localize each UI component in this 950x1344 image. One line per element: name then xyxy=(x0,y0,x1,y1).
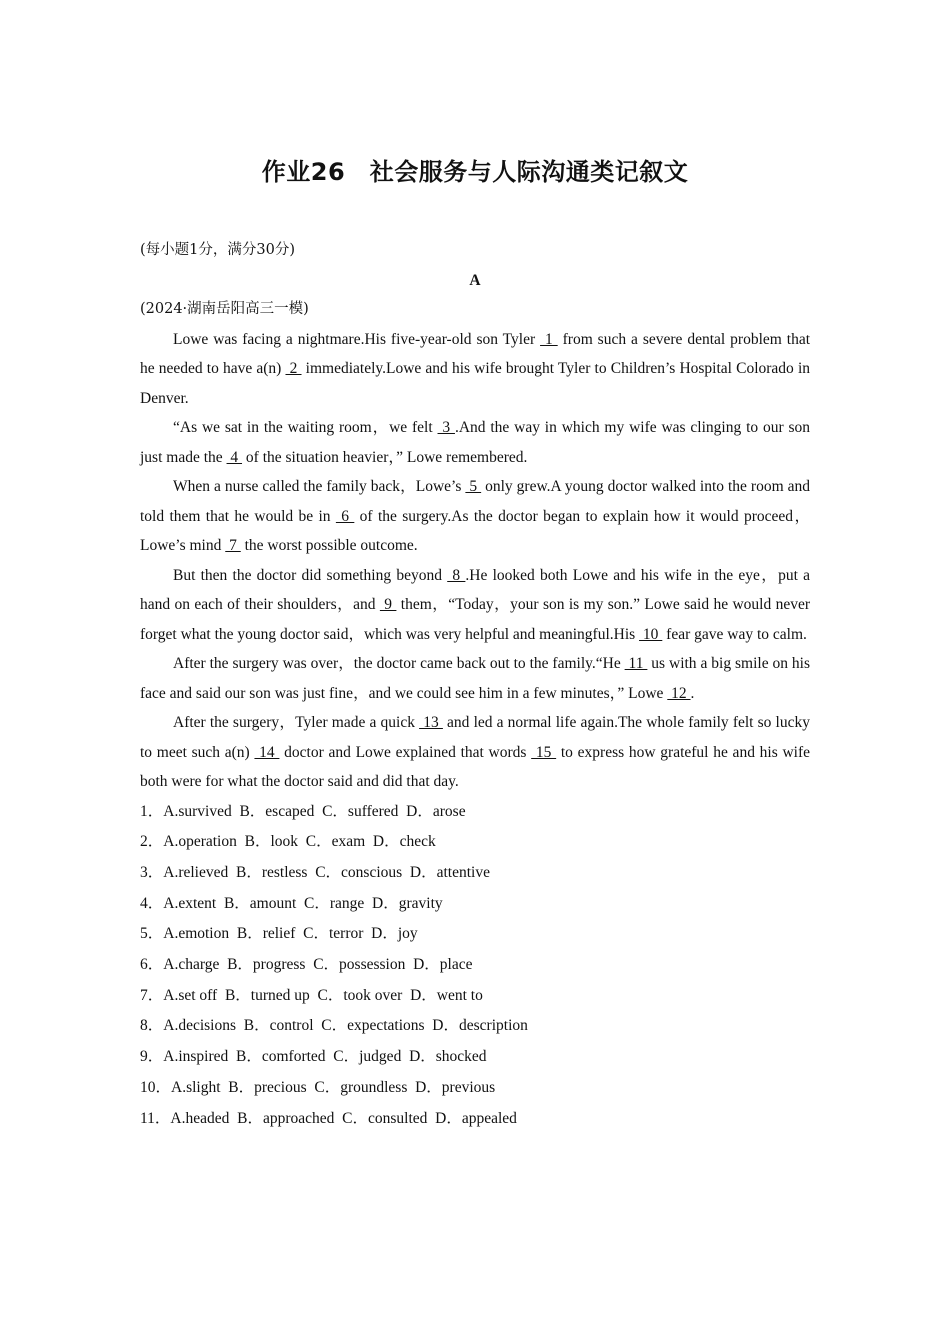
answer-blank: 7 xyxy=(225,537,241,554)
passage-text: us with a big smile on his face and said our son was just fine，and we could see him in a few minutes，” Lowe xyxy=(140,655,810,702)
passage-text: After the surgery，Tyler made a quick xyxy=(173,714,420,731)
passage-paragraph xyxy=(140,649,810,708)
question-option: 6．A.charge B．progress C．possession D．place xyxy=(140,956,473,974)
question-option: 10．A.slight B．precious C．groundless D．previous xyxy=(140,1078,496,1096)
document-content xyxy=(140,236,810,1134)
passage-text: immediately.Lowe and his wife brought Tyler to Children’s Hospital Colorado in Denver. xyxy=(140,360,810,407)
passage-text: .He looked both Lowe and his wife in the eye，put a hand on each of their shoulders，and xyxy=(140,566,811,613)
question-option: 5．A.emotion B．relief C．terror D．joy xyxy=(140,925,418,943)
passage-text: from such a severe dental problem that he needed to have a(n) xyxy=(140,330,811,377)
question-option: 3．A.relieved B．restless C．conscious D．attentive xyxy=(140,863,490,881)
answer-blank: 9 xyxy=(379,596,397,613)
passage-paragraph xyxy=(140,561,810,650)
score-note: (每小题1分，满分30分) xyxy=(140,242,295,258)
passage-text: “As we sat in the waiting room，we felt xyxy=(173,419,438,436)
answer-blank: 13 xyxy=(419,714,443,731)
question-option: 11．A.headed B．approached C．consulted D．appealed xyxy=(140,1109,517,1127)
passage-text: Lowe was facing a nightmare.His five-year-old son Tyler xyxy=(173,330,541,348)
answer-blank: 1 xyxy=(540,330,558,348)
passage-paragraph xyxy=(140,472,810,561)
passage-text: only grew.A young doctor walked into the room and told them that he would be in xyxy=(140,478,811,525)
page-title: 作业26 社会服务与人际沟通类记叙文 xyxy=(261,158,689,186)
answer-blank: 3 xyxy=(437,419,455,436)
question-option: 1．A.survived B．escaped C．suffered D．arose xyxy=(140,802,466,820)
question-option: 7．A.set off B．turned up C．took over D．went to xyxy=(140,986,483,1004)
question-option: 8．A.decisions B．control C．expectations D．description xyxy=(140,1017,528,1035)
answer-blank: 6 xyxy=(335,507,355,525)
answer-blank: 8 xyxy=(447,566,466,584)
passage-text: of the situation heavier，” Lowe remembered. xyxy=(242,448,528,466)
passage-text: them，“Today，your son is my son.” Lowe said he would never forget what the young doctor said，which was very helpful and meaningful.His xyxy=(140,596,810,643)
passage-text: After the surgery was over，the doctor came back out to the family.“He xyxy=(173,655,625,672)
passage-text: . xyxy=(690,684,695,702)
passage-paragraph xyxy=(140,325,810,414)
passage-text: and led a normal life again.The whole family felt so lucky to meet such a(n) xyxy=(140,714,810,761)
passage xyxy=(140,325,810,797)
source-note: (2024·湖南岳阳高三一模) xyxy=(140,301,309,317)
question-option: 4．A.extent B．amount C．range D．gravity xyxy=(140,894,443,912)
answer-blank: 12 xyxy=(667,684,691,702)
answer-blank: 14 xyxy=(254,743,280,761)
section-label: A xyxy=(469,271,481,289)
passage-text: to express how grateful he and his wife both were for what the doctor said and did that day. xyxy=(140,743,811,790)
passage-text: But then the doctor did something beyond xyxy=(173,566,448,584)
passage-text: of the surgery.As the doctor began to explain how it would proceed，Lowe’s mind xyxy=(140,507,810,554)
passage-text: .And the way in which my wife was clinging to our son just made the xyxy=(140,419,810,466)
passage-text: the worst possible outcome. xyxy=(240,537,418,554)
answer-blank: 2 xyxy=(285,360,302,377)
answer-blank: 10 xyxy=(639,625,663,643)
question-option: 9．A.inspired B．comforted C．judged D．shocked xyxy=(140,1048,487,1066)
answer-blank: 5 xyxy=(465,478,482,495)
question-option: 2．A.operation B．look C．exam D．check xyxy=(140,833,436,851)
answer-blank: 11 xyxy=(624,655,648,672)
answer-blank: 4 xyxy=(226,448,243,466)
passage-paragraph xyxy=(140,708,810,797)
question-options-list xyxy=(140,797,810,1135)
answer-blank: 15 xyxy=(531,743,557,761)
passage-paragraph xyxy=(140,413,810,472)
passage-text: When a nurse called the family back，Lowe’s xyxy=(173,478,466,495)
passage-text: doctor and Lowe explained that words xyxy=(279,743,532,761)
passage-text: fear gave way to calm. xyxy=(662,625,807,643)
